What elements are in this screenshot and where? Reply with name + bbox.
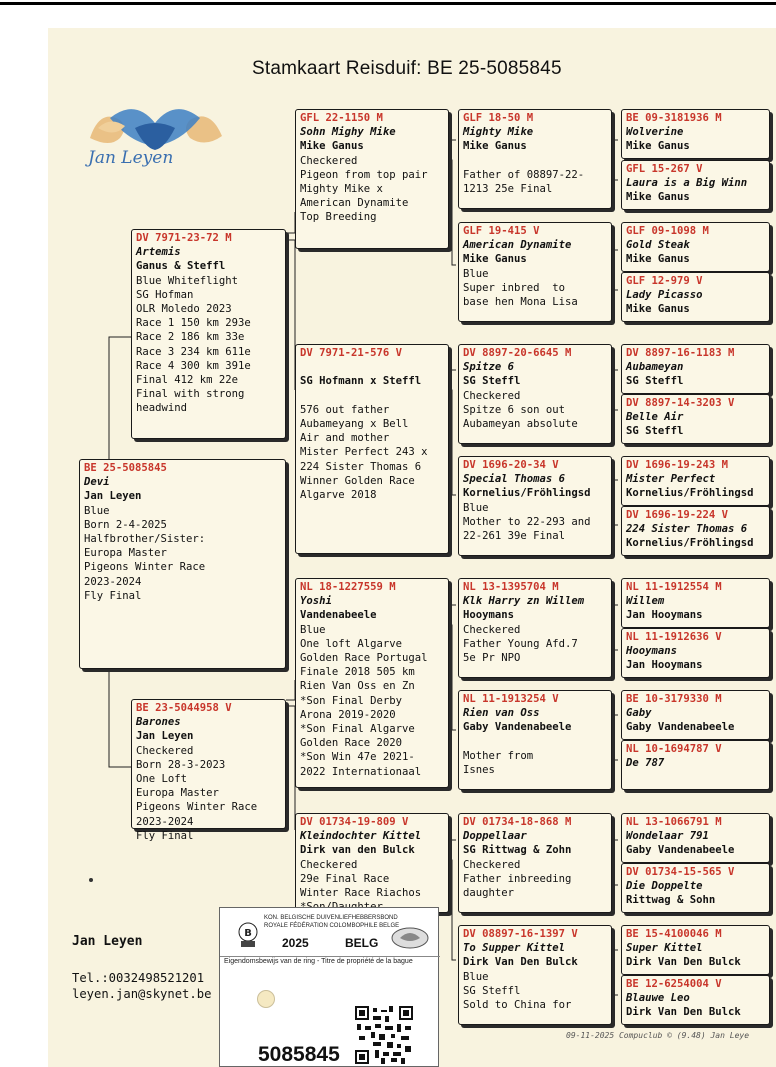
pigeon-card-g14 <box>621 863 770 913</box>
pigeon-info-line: Mother to 22-293 and <box>463 515 591 528</box>
ring-number: NL 11-1912636 V <box>626 631 722 643</box>
pigeon-card-g16 <box>621 975 770 1025</box>
breeder-name: Mike Ganus <box>626 303 690 316</box>
pigeon-info-line: 29e Final Race <box>300 872 390 885</box>
pigeon-info-line: Father inbreeding <box>463 872 572 885</box>
pigeon-name: De 787 <box>626 757 665 770</box>
pigeon-card-sd <box>295 344 449 554</box>
stray-dot <box>89 878 93 882</box>
federation-crest-icon <box>390 926 430 950</box>
pigeon-name: Devi <box>84 476 110 489</box>
pigeon-info-line: 2023-2024 <box>84 575 142 588</box>
top-border-line <box>0 2 776 5</box>
pigeon-info-line: 2023-2024 <box>136 815 194 828</box>
pigeon-card-sss <box>458 109 612 209</box>
breeder-name: Kornelius/Fröhlingsd <box>626 537 754 550</box>
pigeon-name: Mister Perfect <box>626 473 716 486</box>
pigeon-card-g9 <box>621 578 770 628</box>
pigeon-name: Wondelaar 791 <box>626 830 709 843</box>
ring-number: NL 18-1227559 M <box>300 581 396 593</box>
ring-number: DV 8897-14-3203 V <box>626 397 735 409</box>
pigeon-info-line: Checkered <box>463 858 521 871</box>
pigeon-name: Hooymans <box>626 645 678 658</box>
breeder-name: Ganus & Steffl <box>136 260 226 273</box>
pigeon-info-line: Super inbred to <box>463 281 566 294</box>
breeder-name: SG Rittwag & Zohn <box>463 844 572 857</box>
pigeon-info-line: Golden Race 2020 <box>300 737 403 750</box>
ring-number: BE 12-6254004 V <box>626 978 722 990</box>
ring-number: GFL 22-1150 M <box>300 112 383 124</box>
ring-number: NL 11-1912554 M <box>626 581 722 593</box>
pigeon-info-line: 576 out father <box>300 403 390 416</box>
breeder-name: Mike Ganus <box>626 191 690 204</box>
pigeon-name: Blauwe Leo <box>626 992 690 1005</box>
pigeon-info-line <box>300 389 445 403</box>
pigeon-info-line: Final with strong <box>136 388 245 401</box>
pigeon-info-line: Pigeons Winter Race <box>84 561 206 574</box>
pigeon-card-g7 <box>621 456 770 506</box>
pigeon-name: Die Doppelte <box>626 880 703 893</box>
pigeon-name: Willem <box>626 595 665 608</box>
pigeon-info-line: Winner Golden Race <box>300 474 415 487</box>
pigeon-info-line: Winter Race Riachos <box>300 887 422 900</box>
pigeon-info-line: 1213 25e Final <box>463 183 553 196</box>
breeder-name: Gaby Vandenabeele <box>626 844 735 857</box>
pigeon-card-dam <box>131 699 286 842</box>
pigeon-info-line: Aubameyan absolute <box>463 418 578 431</box>
pigeon-info-line: Born 2-4-2025 <box>84 518 167 531</box>
pigeon-name: Yoshi <box>300 595 332 608</box>
ring-number: DV 1696-20-34 V <box>463 459 559 471</box>
pigeon-card-dds <box>458 813 612 913</box>
pigeon-info-line: Mighty Mike x <box>300 183 383 196</box>
pigeon-info-line: Golden Race Portugal <box>300 652 428 665</box>
pigeon-info-line: Aubameyang x Bell <box>300 418 409 431</box>
pigeon-info-line: Final 412 km 22e <box>136 374 239 387</box>
federation-seal-icon <box>238 922 258 948</box>
pigeon-name: Aubameyan <box>626 361 684 374</box>
spacer <box>300 360 445 374</box>
breeder-name: Jan Hooymans <box>626 609 703 622</box>
pigeon-name: Sohn Mighy Mike <box>300 126 396 139</box>
pigeon-info-line: headwind <box>136 402 188 415</box>
pigeon-info-line: Europa Master <box>84 547 167 560</box>
pigeon-name: Gaby <box>626 707 652 720</box>
ring-number: NL 10-1694787 V <box>626 743 722 755</box>
pigeon-card-g2 <box>621 160 770 210</box>
pigeon-info-line: Spitze 6 son out <box>463 403 566 416</box>
pigeon-info-line: *Son Win 47e 2021- <box>300 751 415 764</box>
breeder-name: SG Steffl <box>626 375 684 388</box>
breeder-name: Mike Ganus <box>463 140 527 153</box>
pigeon-card-ddd <box>458 925 612 1025</box>
qr-code-icon <box>355 1006 413 1064</box>
pigeon-info-line: Blue <box>463 501 489 514</box>
ring-number: DV 1696-19-243 M <box>626 459 729 471</box>
pigeon-info-line: OLR Moledo 2023 <box>136 303 232 316</box>
pigeon-name: Artemis <box>136 246 181 259</box>
breeder-name: SG Steffl <box>463 375 521 388</box>
breeder-name: SG Hofmann x Steffl <box>300 375 422 388</box>
breeder-name: Hooymans <box>463 609 515 622</box>
breeder-name: Gaby Vandenabeele <box>463 721 572 734</box>
pigeon-name: Gold Steak <box>626 239 690 252</box>
pigeon-name: Barones <box>136 716 181 729</box>
pigeon-name: To Supper Kittel <box>463 942 566 955</box>
ring-country: BELG <box>345 936 379 950</box>
pigeon-info-line: Checkered <box>300 858 358 871</box>
pigeon-info-line: Pigeon from top pair <box>300 168 428 181</box>
pigeon-info-line: Finale 2018 505 km <box>300 666 415 679</box>
pigeon-info-line: Blue <box>300 623 326 636</box>
pigeon-info-line: Arona 2019-2020 <box>300 708 396 721</box>
ring-number: GLF 09-1098 M <box>626 225 709 237</box>
owner-email: leyen.jan@skynet.be <box>72 987 212 1001</box>
breeder-name: Dirk Van Den Bulck <box>463 956 578 969</box>
pigeon-card-g11 <box>621 690 770 740</box>
pigeon-card-ss <box>295 109 449 249</box>
ring-number: NL 13-1066791 M <box>626 816 722 828</box>
pigeon-card-g4 <box>621 272 770 322</box>
ring-number: 5085845 <box>258 1043 340 1066</box>
pigeon-info-line: daughter <box>463 887 515 900</box>
pigeon-info-line: One loft Algarve <box>300 637 403 650</box>
footer-stamp: 09-11-2025 Compuclub © (9.48) Jan Leye <box>566 1031 750 1040</box>
punch-hole <box>257 990 275 1008</box>
pigeon-info-line: Pigeons Winter Race <box>136 801 258 814</box>
pigeon-info-line: Checkered <box>300 154 358 167</box>
breeder-name: Rittwag & Sohn <box>626 894 716 907</box>
ring-number: GLF 19-415 V <box>463 225 540 237</box>
pigeon-card-dsd <box>458 690 612 790</box>
ownership-text: Eigendomsbewijs van de ring - Titre de propriété de la bague <box>224 958 413 965</box>
pigeon-info-line: Europa Master <box>136 787 219 800</box>
ring-number: BE 10-3179330 M <box>626 693 722 705</box>
pigeon-info-line: Algarve 2018 <box>300 489 377 502</box>
pigeon-name: American Dynamite <box>463 239 572 252</box>
breeder-name: Jan Hooymans <box>626 659 703 672</box>
pigeon-card-ds <box>295 578 449 788</box>
pigeon-name: Special Thomas 6 <box>463 473 566 486</box>
ring-number: DV 01734-19-809 V <box>300 816 409 828</box>
svg-text:B: B <box>244 928 252 939</box>
pigeon-info-line <box>463 735 608 749</box>
page-title: Stamkaart Reisduif: BE 25-5085845 <box>252 58 562 79</box>
ring-number: DV 08897-16-1397 V <box>463 928 578 940</box>
pigeon-card-dd <box>295 813 449 913</box>
pigeon-info-line: *Son Final Derby <box>300 694 403 707</box>
pigeon-info-line: Mother from <box>463 749 534 762</box>
pigeon-info-line: SG Steffl <box>463 984 521 997</box>
pigeon-info-line: Mister Perfect 243 x <box>300 446 428 459</box>
ring-number: BE 23-5044958 V <box>136 702 232 714</box>
ring-number: DV 1696-19-224 V <box>626 509 729 521</box>
pigeon-info-line: Father Young Afd.7 <box>463 637 578 650</box>
pigeon-name: Klk Harry zn Willem <box>463 595 585 608</box>
pigeon-info-line: Fly Final <box>84 589 142 602</box>
breeder-name: Dirk Van Den Bulck <box>626 956 741 969</box>
pigeon-name: 224 Sister Thomas 6 <box>626 523 748 536</box>
pigeon-card-g6 <box>621 394 770 444</box>
pigeon-name: Spitze 6 <box>463 361 515 374</box>
breeder-name: Mike Ganus <box>626 140 690 153</box>
pigeon-card-ssd <box>458 222 612 322</box>
breeder-name: Kornelius/Fröhlingsd <box>626 487 754 500</box>
pigeon-info-line: Blue <box>463 267 489 280</box>
ring-number: DV 7971-23-72 M <box>136 232 232 244</box>
pigeon-info-line <box>463 154 608 168</box>
pigeon-card-g13 <box>621 813 770 863</box>
breeder-name: Mike Ganus <box>463 253 527 266</box>
pigeon-info-line: Race 1 150 km 293e <box>136 317 251 330</box>
pigeon-name: Laura is a Big Winn <box>626 177 748 190</box>
pigeon-card-subject <box>79 459 286 669</box>
ring-number: NL 11-1913254 V <box>463 693 559 705</box>
breeder-name: Vandenabeele <box>300 609 377 622</box>
pigeon-card-g10 <box>621 628 770 678</box>
pigeon-card-g5 <box>621 344 770 394</box>
owner-name: Jan Leyen <box>72 934 143 949</box>
pigeon-name: Super Kittel <box>626 942 703 955</box>
pigeon-info-line: Halfbrother/Sister: <box>84 533 206 546</box>
pigeon-info-line: Isnes <box>463 764 495 777</box>
pigeon-name: Belle Air <box>626 411 684 424</box>
association-name-fr: ROYALE FÉDÉRATION COLOMBOPHILE BELGE <box>264 923 400 929</box>
ring-number: NL 13-1395704 M <box>463 581 559 593</box>
breeder-name: Dirk van den Bulck <box>300 844 415 857</box>
pigeon-card-dss <box>458 578 612 678</box>
pigeon-card-g15 <box>621 925 770 975</box>
pigeon-info-line: Fly Final <box>136 829 194 842</box>
pigeon-info-line: 5e Pr NPO <box>463 652 521 665</box>
pigeon-info-line: Checkered <box>463 623 521 636</box>
pigeon-name: Kleindochter Kittel <box>300 830 422 843</box>
pigeon-info-line: 2022 Internationaal <box>300 765 422 778</box>
pigeon-info-line: SG Hofman <box>136 288 194 301</box>
pigeon-info-line: Blue <box>84 504 110 517</box>
pigeon-info-line: Father of 08897-22- <box>463 168 585 181</box>
pigeon-info-line: Race 4 300 km 391e <box>136 359 251 372</box>
pigeon-card-g1 <box>621 109 770 159</box>
ring-number: DV 01734-15-565 V <box>626 866 735 878</box>
ring-number: DV 01734-18-868 M <box>463 816 572 828</box>
owner-block <box>72 934 211 1002</box>
association-name-nl: KON. BELGISCHE DUIVENLIEFHEBBERSBOND <box>264 915 398 921</box>
breeder-name: Kornelius/Fröhlingsd <box>463 487 591 500</box>
pigeon-name: Wolverine <box>626 126 684 139</box>
breeder-name: Mike Ganus <box>626 253 690 266</box>
ring-number: DV 7971-21-576 V <box>300 347 403 359</box>
pigeon-name: Lady Picasso <box>626 289 703 302</box>
ring-certificate <box>219 907 439 1067</box>
pigeon-info-line: American Dynamite <box>300 197 409 210</box>
pigeon-card-sdd <box>458 456 612 556</box>
pigeon-info-line: One Loft <box>136 773 188 786</box>
breeder-name: Jan Leyen <box>84 490 142 503</box>
pigeon-info-line: Top Breeding <box>300 211 377 224</box>
ring-number: BE 25-5085845 <box>84 462 167 474</box>
pigeon-card-g8 <box>621 506 770 556</box>
ring-number: GLF 18-50 M <box>463 112 534 124</box>
pigeon-name: Doppellaar <box>463 830 527 843</box>
logo-text: Jan Leyen <box>88 148 174 168</box>
breeder-name: Jan Leyen <box>136 730 194 743</box>
pigeon-info-line: Race 2 186 km 33e <box>136 331 245 344</box>
pigeon-card-sds <box>458 344 612 444</box>
pigeon-info-line: Checkered <box>463 389 521 402</box>
breeder-name: Mike Ganus <box>300 140 364 153</box>
pigeon-info-line: Rien Van Oss en Zn <box>300 680 415 693</box>
pigeon-info-line: Blue Whiteflight <box>136 274 239 287</box>
pigeon-name: Mighty Mike <box>463 126 534 139</box>
pigeon-info-line: Sold to China for <box>463 999 572 1012</box>
breeder-name: SG Steffl <box>626 425 684 438</box>
breeder-name: Dirk Van Den Bulck <box>626 1006 741 1019</box>
ring-number: BE 15-4100046 M <box>626 928 722 940</box>
pigeon-info-line: Born 28-3-2023 <box>136 758 226 771</box>
pigeon-info-line: 224 Sister Thomas 6 <box>300 460 422 473</box>
ring-year: 2025 <box>282 936 309 950</box>
pigeon-info-line: *Son Final Algarve <box>300 723 415 736</box>
pigeon-info-line: Checkered <box>136 744 194 757</box>
ring-number: DV 8897-16-1183 M <box>626 347 735 359</box>
ring-number: BE 09-3181936 M <box>626 112 722 124</box>
breeder-name: Gaby Vandenabeele <box>626 721 735 734</box>
pigeon-info-line: Air and mother <box>300 432 390 445</box>
owner-phone: Tel.:0032498521201 <box>72 971 205 985</box>
ring-number: DV 8897-20-6645 M <box>463 347 572 359</box>
ring-number: GLF 12-979 V <box>626 275 703 287</box>
pigeon-info-line: Race 3 234 km 611e <box>136 345 251 358</box>
pigeon-name: Rien van Oss <box>463 707 540 720</box>
pigeon-info-line: base hen Mona Lisa <box>463 296 578 309</box>
ring-number: GFL 15-267 V <box>626 163 703 175</box>
pigeon-info-line: Blue <box>463 970 489 983</box>
pigeon-info-line: 22-261 39e Final <box>463 530 566 543</box>
pigeon-card-g3 <box>621 222 770 272</box>
pigeon-card-g12 <box>621 740 770 790</box>
pigeon-card-sire <box>131 229 286 439</box>
